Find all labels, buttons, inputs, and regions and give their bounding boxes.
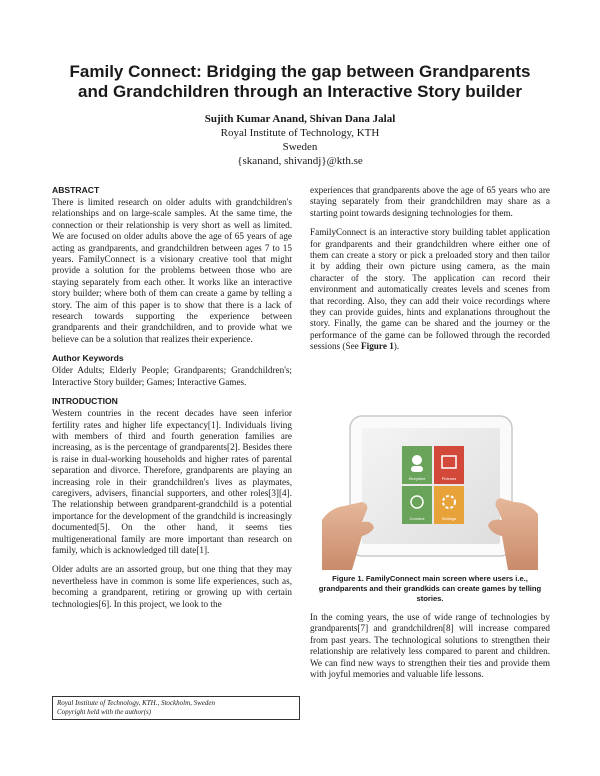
title-line-2: and Grandchildren through an Interactive Story builder (78, 82, 522, 101)
author-names: Sujith Kumar Anand, Shivan Dana Jalal (204, 113, 396, 125)
abstract-text: There is limited research on older adults with grandchildren's relationships and on large-scale samples. At the same time, the connection or their relationship is very short as well as limited. We are focused on older adults above the age of 65 years of age acting as grandparents, and grandchildren between ages 7 to 15 years. FamilyConnect is a visionary creative tool that might provide a solution for the problems between those who are staying separately from each other. It works like an interactive story builder; where both of them can create a game by telling a story. The aim of this paper is to show that there is a lack of research towards supporting the experience between grandparents and their grandchildren, and to provide what we believe can be a solution that realizes their experience. (52, 197, 292, 344)
tile-label-pictures: Pictures (441, 476, 457, 481)
tablet-photo (322, 410, 538, 570)
right-paragraph-2-text: FamilyConnect is an interactive story building tablet application for grandparents and their grandchildren where either one of them can create a story or pick a preloaded story and then tailor it by adding their own picture using camera, as the main character of the story. The application can record their environment and automatically creates levels and scenes from that recording. Also, they can add their voice recordings where they can provide guides, hints and explanations throughout the story. Finally, the game can be shared and the journey or the performance of the game can be followed through the recorded sessions (See (310, 227, 550, 352)
tile-label-storytime: Storytime (408, 476, 426, 481)
figure-reference-link[interactable]: Figure 1 (361, 341, 394, 352)
keywords-section (52, 353, 292, 388)
right-column (310, 185, 550, 361)
copyright-line-2: Copyright held with the author(s) (57, 708, 152, 716)
paper-title (40, 62, 560, 102)
right-bottom-section (310, 612, 550, 680)
author-affiliation: Royal Institute of Technology, KTH (220, 127, 380, 139)
figure-1 (322, 410, 538, 570)
tile-label-settings: Settings (441, 516, 457, 521)
right-paragraph-2-end: ). (393, 341, 400, 352)
keywords-heading: Author Keywords (52, 353, 124, 364)
figure-caption: Figure 1. FamilyConnect main screen where users i.e., grandparents and their grandkids can create games by telling stories. (318, 574, 542, 603)
introduction-paragraph-1: Western countries in the recent decades have seen inferior fertility rates and higher life expectancy[1]. Individuals living with members of third and fourth generation families are increasing, as is the percentage of grandparents[2]. Besides there is raise in dual-working households and higher rates of parental separation and divorce. Therefore, grandparents are playing an increasing role in their grandchildren's lives as playmates, caregivers, advisers, financial supporters, and other roles[3][4]. The relationship between grandparent-grandchild is a potential importance for the development of the grandchild is increasingly documented[5]. On the other hand, it seems ties multigenerational family are more important than research on family, which is acknowledged till date[1]. (52, 408, 292, 555)
copyright-line-1: Royal Institute of Technology, KTH., Stockholm, Sweden (57, 699, 216, 707)
person-icon (412, 455, 422, 465)
abstract-section (52, 185, 292, 345)
introduction-paragraph-2: Older adults are an assorted group, but one thing that they may nevertheless have in common is some life experiences, such as, becoming a grandparent, retiring or growing up with certain technologies[6]. In this project, we look to the (52, 564, 292, 609)
right-paragraph-3: In the coming years, the use of wide range of technologies by grandparents[7] and grandchildren[8] will increase compared from past years. The technological solutions to strengthen their relationship are relatively less compared to parent and children. We can find new ways to strengthen their ties and provide them with joyful memories and valuable life lessons. (310, 612, 550, 680)
author-email: {skanand, shivandj}@kth.se (237, 155, 363, 167)
title-line-1: Family Connect: Bridging the gap between Grandparents (69, 62, 531, 81)
person-icon-body (411, 466, 423, 472)
introduction-heading: INTRODUCTION (52, 396, 118, 407)
tile-label-connect: Connect (409, 516, 425, 521)
copyright-box (52, 696, 300, 720)
left-column (52, 185, 292, 618)
author-block (100, 112, 500, 168)
right-paragraph-1: experiences that grandparents above the age of 65 years who are staying separately from their grandchildren may share as a starting point towards designing technologies for them. (310, 185, 550, 218)
keywords-text: Older Adults; Elderly People; Grandparents; Grandchildren's; Interactive Story builder; Games; Interactive Games. (52, 365, 292, 387)
right-paragraph-2 (310, 227, 550, 352)
abstract-heading: ABSTRACT (52, 185, 100, 195)
introduction-section (52, 396, 292, 610)
author-country: Sweden (282, 141, 318, 153)
